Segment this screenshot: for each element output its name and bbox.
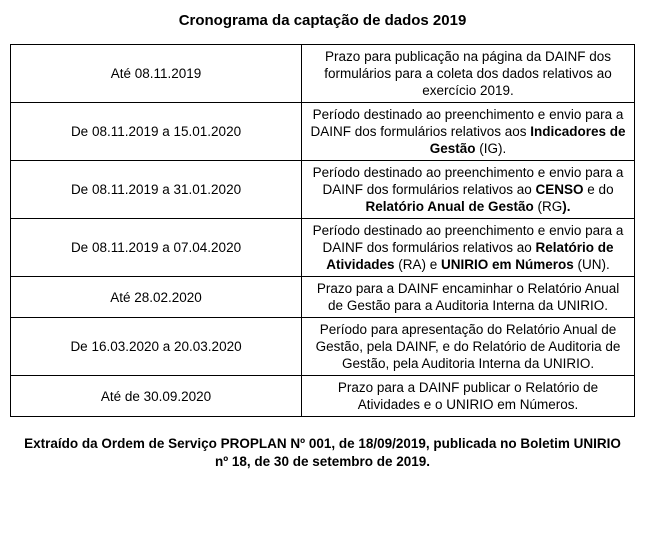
description-segment: (UN).	[573, 257, 610, 272]
description-cell	[302, 219, 635, 277]
description-bold-segment: CENSO	[535, 182, 584, 197]
table-row	[11, 161, 635, 219]
table-row	[11, 318, 635, 376]
description-segment: Período destinado ao preenchimento e envio para a DAINF dos formulários relativos ao	[312, 165, 624, 197]
description-cell	[302, 277, 635, 318]
description-bold-segment: ).	[562, 199, 571, 214]
description-segment: Período para apresentação do Relatório Anual de Gestão, pela DAINF, e do Relatório de Auditoria de Gestão, pela Auditoria Interna da UNIRIO.	[315, 322, 621, 371]
description-cell	[302, 103, 635, 161]
source-note: Extraído da Ordem de Serviço PROPLAN Nº 001, de 18/09/2019, publicada no Boletim UNIRIO nº 18, de 30 de setembro de 2019.	[24, 436, 621, 469]
description-cell	[302, 318, 635, 376]
period-cell: De 08.11.2019 a 31.01.2020	[11, 161, 302, 219]
table-row	[11, 277, 635, 318]
description-segment: Prazo para a DAINF publicar o Relatório de Atividades e o UNIRIO em Números.	[337, 380, 599, 412]
description-bold-segment: Indicadores de Gestão	[429, 124, 626, 156]
table-row	[11, 45, 635, 103]
schedule-table	[10, 44, 635, 417]
description-segment: Prazo para publicação na página da DAINF dos formulários para a coleta dos dados relativos ao exercício 2019.	[324, 49, 612, 98]
period-cell: De 16.03.2020 a 20.03.2020	[11, 318, 302, 376]
period-cell: De 08.11.2019 a 15.01.2020	[11, 103, 302, 161]
period-cell: Até de 30.09.2020	[11, 376, 302, 417]
description-segment: (IG).	[475, 141, 507, 156]
table-row	[11, 219, 635, 277]
document-title: Cronograma da captação de dados 2019	[178, 12, 467, 29]
description-cell	[302, 161, 635, 219]
description-segment: (RA) e	[394, 257, 442, 272]
description-segment: Prazo para a DAINF encaminhar o Relatório Anual de Gestão para a Auditoria Interna da UNIRIO.	[316, 281, 620, 313]
description-cell	[302, 376, 635, 417]
description-cell	[302, 45, 635, 103]
schedule-table-body	[11, 45, 635, 417]
period-cell: Até 28.02.2020	[11, 277, 302, 318]
description-segment: Período destinado ao preenchimento e envio para a DAINF dos formulários relativos ao	[312, 223, 624, 255]
table-row	[11, 376, 635, 417]
description-segment: (RG	[533, 199, 563, 214]
description-bold-segment: Relatório Anual de Gestão	[365, 199, 534, 214]
description-bold-segment: UNIRIO em Números	[441, 257, 574, 272]
description-segment: Período destinado ao preenchimento e envio para a DAINF dos formulários relativos aos	[310, 107, 624, 139]
description-segment: e do	[583, 182, 614, 197]
description-bold-segment: Relatório de Atividades	[326, 240, 614, 272]
table-row	[11, 103, 635, 161]
period-cell: De 08.11.2019 a 07.04.2020	[11, 219, 302, 277]
period-cell: Até 08.11.2019	[11, 45, 302, 103]
